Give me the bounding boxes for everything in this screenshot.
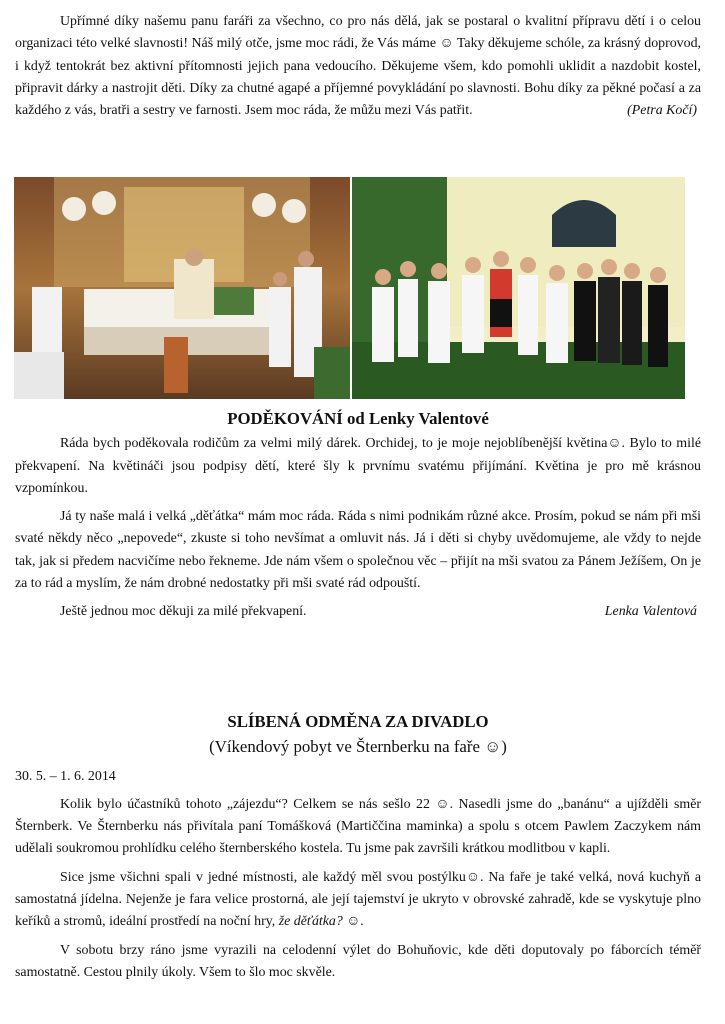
intro-block [15, 11, 701, 122]
reward-subtitle: (Víkendový pobyt ve Šternberku na faře ☺) [209, 737, 507, 757]
intro-text: Upřímné díky našemu panu faráři za všechno, co pro nás dělá, jak se postaral o kvalitní přípravu dětí i o celou organizaci této velké slavnosti! Náš milý otče, jsme moc rádi, že Vás máme ☺ Taky děkujeme schóle, za krásný doprovod, i když tentokrát bez aktivní přítomnosti jejich pana vedoucího. Děkujeme všem, kdo pomohli uklidit a nazdobit kostel, připravit dárky a nastrojit děti. Díky za chutné agapé a příjemné povykládání po slavnosti. Bohu díky za pěkné počasí a za každého z vás, bratři a sestry ve farnosti. Jsem moc ráda, že můžu mezi Vás patřit. [15, 14, 701, 119]
reward-paragraph-2-text: Sice jsme všichni spali v jedné místnosti, ale každý měl svou postýlku☺. Na faře je také velká, nová kuchyň a samostatná jídelna. Nejenže je fara velice prostorná, ale její tajemství je ukryto v obrovské zahradě, kde se vyskytuje plno keříků a stromů, ideální prostředí na noční hry, [15, 869, 701, 930]
reward-title: SLÍBENÁ ODMĚNA ZA DIVADLO [227, 712, 489, 731]
thanks-closing [15, 601, 701, 623]
thanks-signature: Lenka Valentová [604, 604, 697, 620]
thanks-section [15, 408, 701, 624]
reward-paragraph-2 [15, 867, 701, 934]
intro-paragraph [15, 11, 701, 122]
thanks-title: PODĚKOVÁNÍ od Lenky Valentové [227, 409, 489, 428]
thanks-paragraph-2: Já ty naše malá i velká „děťátka“ mám moc ráda. Ráda s nimi podnikám různé akce. Prosím, pokud se nám při mši svaté někdy něco „nepovede“, zkuste si toho nevšímat a omluvit nás. Já i děti si chyby uvědomujeme, ale vždy to nejde tak, jak si předem nacvičíme nebo řekneme. Jde nám všem o společnou věc – přijít na mši svatou za Pánem Ježíšem, On je za to rád a myslím, že nám drobné nedostatky při mši svaté rád odpouští. [15, 509, 701, 592]
reward-section [15, 711, 701, 984]
reward-date: 30. 5. – 1. 6. 2014 [15, 768, 116, 784]
intro-signature: (Petra Kočí) [627, 103, 697, 119]
thanks-closing-text: Ještě jednou moc děkuji za milé překvapení. [60, 604, 307, 620]
photo-children-group [352, 177, 685, 399]
reward-paragraph-3: V sobotu brzy ráno jsme vyrazili na celodenní výlet do Bohuňovic, kde děti doputovaly po fáborcích téměř samostatně. Cestou plnily úkoly. Všem to šlo moc skvěle. [15, 942, 701, 980]
photo-church-altar [14, 177, 350, 399]
reward-paragraph-1: Kolik bylo účastníků tohoto „zájezdu“? Celkem se nás sešlo 22 ☺. Nasedli jsme do „banánu“ a ujížděli směr Šternberk. Ve Šternberku nás přivítala paní Tomášková (Martiččina maminka) a spolu s otcem Pawlem Zaczykem nám udělali soukromou prohlídku celého šternberského kostela. Tu jsme pak završili krátkou modlitbou v kapli. [15, 796, 701, 857]
thanks-paragraph-1: Ráda bych poděkovala rodičům za velmi milý dárek. Orchidej, to je moje nejoblíbenější květina☺. Bylo to milé překvapení. Na květináči jsou podpisy dětí, které šly k prvnímu svatému přijímání. Květina je pro mě krásnou vzpomínkou. [15, 436, 701, 496]
reward-paragraph-2-italic: že děťátka? ☺. [278, 914, 364, 930]
